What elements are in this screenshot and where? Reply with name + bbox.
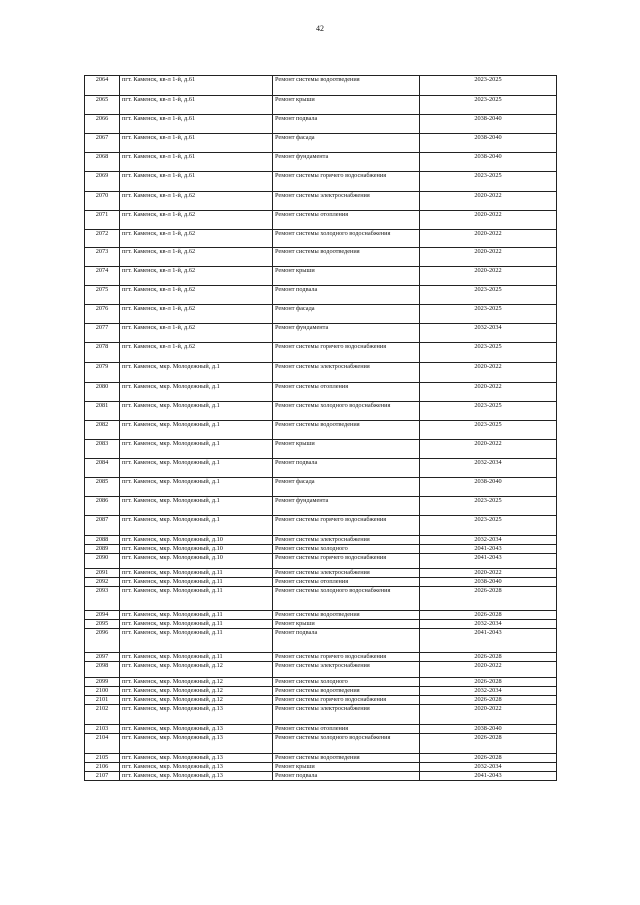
period-cell: 2026-2028: [420, 734, 557, 754]
work-type-cell: Ремонт системы горячего водоснабжения: [273, 653, 420, 662]
table-row: [85, 629, 557, 653]
row-number-cell: 2068: [85, 153, 120, 172]
work-type-cell: Ремонт системы водоотведения: [273, 248, 420, 267]
row-number-cell: 2091: [85, 569, 120, 578]
table-row: [85, 687, 557, 696]
work-type-cell: Ремонт крыши: [273, 763, 420, 772]
works-table: [84, 75, 557, 781]
row-number-cell: 2104: [85, 734, 120, 754]
period-cell: 2023-2025: [420, 76, 557, 96]
address-cell: пгт. Каменск, мкр. Молодежный, д.11: [120, 629, 273, 653]
work-type-cell: Ремонт крыши: [273, 267, 420, 286]
address-cell: пгт. Каменск, мкр. Молодежный, д.12: [120, 687, 273, 696]
address-cell: пгт. Каменск, кв-л 1-й, д.61: [120, 172, 273, 192]
work-type-cell: Ремонт фундамента: [273, 153, 420, 172]
row-number-cell: 2079: [85, 363, 120, 383]
address-cell: пгт. Каменск, мкр. Молодежный, д.13: [120, 734, 273, 754]
period-cell: 2023-2025: [420, 516, 557, 536]
address-cell: пгт. Каменск, мкр. Молодежный, д.11: [120, 587, 273, 611]
address-cell: пгт. Каменск, мкр. Молодежный, д.1: [120, 383, 273, 402]
address-cell: пгт. Каменск, кв-л 1-й, д.62: [120, 305, 273, 324]
row-number-cell: 2084: [85, 459, 120, 478]
address-cell: пгт. Каменск, мкр. Молодежный, д.13: [120, 763, 273, 772]
table-row: [85, 705, 557, 725]
row-number-cell: 2089: [85, 545, 120, 554]
row-number-cell: 2072: [85, 230, 120, 248]
period-cell: 2038-2040: [420, 134, 557, 153]
period-cell: 2032-2034: [420, 459, 557, 478]
period-cell: 2032-2034: [420, 324, 557, 343]
table-row: [85, 678, 557, 687]
work-type-cell: Ремонт системы водоотведения: [273, 76, 420, 96]
table-row: [85, 536, 557, 545]
table-row: [85, 662, 557, 678]
row-number-cell: 2069: [85, 172, 120, 192]
table-row: [85, 497, 557, 516]
row-number-cell: 2086: [85, 497, 120, 516]
work-type-cell: Ремонт системы водоотведения: [273, 611, 420, 620]
table-row: [85, 172, 557, 192]
row-number-cell: 2100: [85, 687, 120, 696]
row-number-cell: 2103: [85, 725, 120, 734]
table-row: [85, 383, 557, 402]
address-cell: пгт. Каменск, мкр. Молодежный, д.13: [120, 772, 273, 781]
period-cell: 2020-2022: [420, 230, 557, 248]
work-type-cell: Ремонт системы электроснабжения: [273, 192, 420, 211]
table-row: [85, 696, 557, 705]
row-number-cell: 2082: [85, 421, 120, 440]
period-cell: 2038-2040: [420, 153, 557, 172]
period-cell: 2023-2025: [420, 343, 557, 363]
address-cell: пгт. Каменск, мкр. Молодежный, д.12: [120, 662, 273, 678]
row-number-cell: 2077: [85, 324, 120, 343]
period-cell: 2023-2025: [420, 497, 557, 516]
row-number-cell: 2067: [85, 134, 120, 153]
row-number-cell: 2092: [85, 578, 120, 587]
period-cell: 2020-2022: [420, 662, 557, 678]
table-row: [85, 248, 557, 267]
period-cell: 2026-2028: [420, 587, 557, 611]
works-table-body: [85, 76, 557, 781]
address-cell: пгт. Каменск, мкр. Молодежный, д.11: [120, 611, 273, 620]
work-type-cell: Ремонт фундамента: [273, 497, 420, 516]
address-cell: пгт. Каменск, кв-л 1-й, д.62: [120, 230, 273, 248]
row-number-cell: 2066: [85, 115, 120, 134]
period-cell: 2023-2025: [420, 96, 557, 115]
period-cell: 2041-2043: [420, 554, 557, 569]
address-cell: пгт. Каменск, кв-л 1-й, д.62: [120, 267, 273, 286]
table-row: [85, 545, 557, 554]
address-cell: пгт. Каменск, кв-л 1-й, д.62: [120, 343, 273, 363]
row-number-cell: 2078: [85, 343, 120, 363]
work-type-cell: Ремонт системы электроснабжения: [273, 363, 420, 383]
address-cell: пгт. Каменск, кв-л 1-й, д.62: [120, 324, 273, 343]
row-number-cell: 2074: [85, 267, 120, 286]
period-cell: 2032-2034: [420, 763, 557, 772]
address-cell: пгт. Каменск, мкр. Молодежный, д.12: [120, 696, 273, 705]
work-type-cell: Ремонт системы отопления: [273, 383, 420, 402]
address-cell: пгт. Каменск, мкр. Молодежный, д.1: [120, 497, 273, 516]
table-row: [85, 421, 557, 440]
period-cell: 2020-2022: [420, 192, 557, 211]
address-cell: пгт. Каменск, кв-л 1-й, д.61: [120, 96, 273, 115]
period-cell: 2041-2043: [420, 629, 557, 653]
work-type-cell: Ремонт системы отопления: [273, 578, 420, 587]
row-number-cell: 2083: [85, 440, 120, 459]
period-cell: 2026-2028: [420, 696, 557, 705]
row-number-cell: 2073: [85, 248, 120, 267]
row-number-cell: 2070: [85, 192, 120, 211]
work-type-cell: Ремонт системы горячего водоснабжения: [273, 172, 420, 192]
table-row: [85, 772, 557, 781]
work-type-cell: Ремонт системы горячего водоснабжения: [273, 554, 420, 569]
period-cell: 2020-2022: [420, 440, 557, 459]
period-cell: 2038-2040: [420, 478, 557, 497]
row-number-cell: 2107: [85, 772, 120, 781]
address-cell: пгт. Каменск, мкр. Молодежный, д.1: [120, 421, 273, 440]
table-row: [85, 402, 557, 421]
work-type-cell: Ремонт системы водоотведения: [273, 687, 420, 696]
period-cell: 2020-2022: [420, 267, 557, 286]
address-cell: пгт. Каменск, мкр. Молодежный, д.1: [120, 516, 273, 536]
table-row: [85, 569, 557, 578]
period-cell: 2026-2028: [420, 678, 557, 687]
period-cell: 2020-2022: [420, 569, 557, 578]
row-number-cell: 2087: [85, 516, 120, 536]
table-row: [85, 459, 557, 478]
period-cell: 2038-2040: [420, 725, 557, 734]
table-row: [85, 363, 557, 383]
work-type-cell: Ремонт системы горячего водоснабжения: [273, 516, 420, 536]
period-cell: 2020-2022: [420, 363, 557, 383]
works-table-container: [84, 75, 556, 781]
address-cell: пгт. Каменск, кв-л 1-й, д.62: [120, 286, 273, 305]
row-number-cell: 2095: [85, 620, 120, 629]
work-type-cell: Ремонт системы холодного водоснабжения: [273, 230, 420, 248]
table-row: [85, 153, 557, 172]
period-cell: 2026-2028: [420, 611, 557, 620]
period-cell: 2026-2028: [420, 653, 557, 662]
address-cell: пгт. Каменск, кв-л 1-й, д.62: [120, 248, 273, 267]
table-row: [85, 478, 557, 497]
row-number-cell: 2076: [85, 305, 120, 324]
table-row: [85, 343, 557, 363]
table-row: [85, 96, 557, 115]
period-cell: 2026-2028: [420, 754, 557, 763]
table-row: [85, 286, 557, 305]
row-number-cell: 2065: [85, 96, 120, 115]
period-cell: 2023-2025: [420, 305, 557, 324]
row-number-cell: 2098: [85, 662, 120, 678]
period-cell: 2023-2025: [420, 402, 557, 421]
period-cell: 2023-2025: [420, 421, 557, 440]
address-cell: пгт. Каменск, кв-л 1-й, д.62: [120, 192, 273, 211]
work-type-cell: Ремонт подвала: [273, 772, 420, 781]
table-row: [85, 734, 557, 754]
row-number-cell: 2101: [85, 696, 120, 705]
work-type-cell: Ремонт системы водоотведения: [273, 754, 420, 763]
work-type-cell: Ремонт системы горячего водоснабжения: [273, 696, 420, 705]
address-cell: пгт. Каменск, мкр. Молодежный, д.1: [120, 402, 273, 421]
address-cell: пгт. Каменск, мкр. Молодежный, д.1: [120, 478, 273, 497]
table-row: [85, 578, 557, 587]
period-cell: 2023-2025: [420, 172, 557, 192]
period-cell: 2032-2034: [420, 687, 557, 696]
address-cell: пгт. Каменск, кв-л 1-й, д.61: [120, 115, 273, 134]
work-type-cell: Ремонт системы холодного: [273, 545, 420, 554]
address-cell: пгт. Каменск, мкр. Молодежный, д.13: [120, 705, 273, 725]
period-cell: 2032-2034: [420, 620, 557, 629]
address-cell: пгт. Каменск, кв-л 1-й, д.61: [120, 153, 273, 172]
row-number-cell: 2064: [85, 76, 120, 96]
table-row: [85, 76, 557, 96]
table-row: [85, 516, 557, 536]
work-type-cell: Ремонт крыши: [273, 620, 420, 629]
table-row: [85, 115, 557, 134]
address-cell: пгт. Каменск, кв-л 1-й, д.62: [120, 211, 273, 230]
work-type-cell: Ремонт системы холодного водоснабжения: [273, 402, 420, 421]
work-type-cell: Ремонт системы отопления: [273, 211, 420, 230]
address-cell: пгт. Каменск, мкр. Молодежный, д.11: [120, 653, 273, 662]
address-cell: пгт. Каменск, мкр. Молодежный, д.1: [120, 440, 273, 459]
period-cell: 2020-2022: [420, 248, 557, 267]
table-row: [85, 211, 557, 230]
row-number-cell: 2075: [85, 286, 120, 305]
table-row: [85, 554, 557, 569]
work-type-cell: Ремонт фасада: [273, 305, 420, 324]
row-number-cell: 2102: [85, 705, 120, 725]
address-cell: пгт. Каменск, мкр. Молодежный, д.1: [120, 363, 273, 383]
period-cell: 2038-2040: [420, 115, 557, 134]
row-number-cell: 2088: [85, 536, 120, 545]
table-row: [85, 230, 557, 248]
work-type-cell: Ремонт подвала: [273, 459, 420, 478]
page-number: 42: [316, 24, 324, 33]
row-number-cell: 2090: [85, 554, 120, 569]
table-row: [85, 653, 557, 662]
work-type-cell: Ремонт системы горячего водоснабжения: [273, 343, 420, 363]
table-row: [85, 725, 557, 734]
address-cell: пгт. Каменск, мкр. Молодежный, д.10: [120, 536, 273, 545]
address-cell: пгт. Каменск, мкр. Молодежный, д.13: [120, 754, 273, 763]
period-cell: 2023-2025: [420, 286, 557, 305]
period-cell: 2032-2034: [420, 536, 557, 545]
address-cell: пгт. Каменск, мкр. Молодежный, д.12: [120, 678, 273, 687]
work-type-cell: Ремонт фасада: [273, 134, 420, 153]
work-type-cell: Ремонт системы электроснабжения: [273, 536, 420, 545]
work-type-cell: Ремонт системы отопления: [273, 725, 420, 734]
work-type-cell: Ремонт подвала: [273, 286, 420, 305]
table-row: [85, 192, 557, 211]
period-cell: 2020-2022: [420, 705, 557, 725]
address-cell: пгт. Каменск, кв-л 1-й, д.61: [120, 134, 273, 153]
address-cell: пгт. Каменск, мкр. Молодежный, д.10: [120, 545, 273, 554]
row-number-cell: 2094: [85, 611, 120, 620]
period-cell: 2020-2022: [420, 383, 557, 402]
address-cell: пгт. Каменск, мкр. Молодежный, д.13: [120, 725, 273, 734]
work-type-cell: Ремонт фундамента: [273, 324, 420, 343]
table-row: [85, 754, 557, 763]
row-number-cell: 2071: [85, 211, 120, 230]
address-cell: пгт. Каменск, мкр. Молодежный, д.11: [120, 620, 273, 629]
table-row: [85, 611, 557, 620]
address-cell: пгт. Каменск, мкр. Молодежный, д.11: [120, 578, 273, 587]
work-type-cell: Ремонт системы холодного: [273, 678, 420, 687]
row-number-cell: 2099: [85, 678, 120, 687]
work-type-cell: Ремонт фасада: [273, 478, 420, 497]
work-type-cell: Ремонт подвала: [273, 629, 420, 653]
table-row: [85, 587, 557, 611]
work-type-cell: Ремонт крыши: [273, 440, 420, 459]
row-number-cell: 2080: [85, 383, 120, 402]
work-type-cell: Ремонт системы водоотведения: [273, 421, 420, 440]
table-row: [85, 324, 557, 343]
work-type-cell: Ремонт системы холодного водоснабжения: [273, 587, 420, 611]
address-cell: пгт. Каменск, мкр. Молодежный, д.1: [120, 459, 273, 478]
table-row: [85, 305, 557, 324]
work-type-cell: Ремонт системы электроснабжения: [273, 569, 420, 578]
row-number-cell: 2096: [85, 629, 120, 653]
row-number-cell: 2106: [85, 763, 120, 772]
table-row: [85, 267, 557, 286]
work-type-cell: Ремонт подвала: [273, 115, 420, 134]
period-cell: 2041-2043: [420, 545, 557, 554]
row-number-cell: 2085: [85, 478, 120, 497]
period-cell: 2041-2043: [420, 772, 557, 781]
work-type-cell: Ремонт системы электроснабжения: [273, 705, 420, 725]
row-number-cell: 2105: [85, 754, 120, 763]
period-cell: 2020-2022: [420, 211, 557, 230]
table-row: [85, 620, 557, 629]
row-number-cell: 2081: [85, 402, 120, 421]
work-type-cell: Ремонт системы холодного водоснабжения: [273, 734, 420, 754]
address-cell: пгт. Каменск, мкр. Молодежный, д.11: [120, 569, 273, 578]
period-cell: 2038-2040: [420, 578, 557, 587]
work-type-cell: Ремонт крыши: [273, 96, 420, 115]
address-cell: пгт. Каменск, мкр. Молодежный, д.10: [120, 554, 273, 569]
table-row: [85, 440, 557, 459]
address-cell: пгт. Каменск, кв-л 1-й, д.61: [120, 76, 273, 96]
table-row: [85, 763, 557, 772]
work-type-cell: Ремонт системы электроснабжения: [273, 662, 420, 678]
row-number-cell: 2093: [85, 587, 120, 611]
row-number-cell: 2097: [85, 653, 120, 662]
table-row: [85, 134, 557, 153]
